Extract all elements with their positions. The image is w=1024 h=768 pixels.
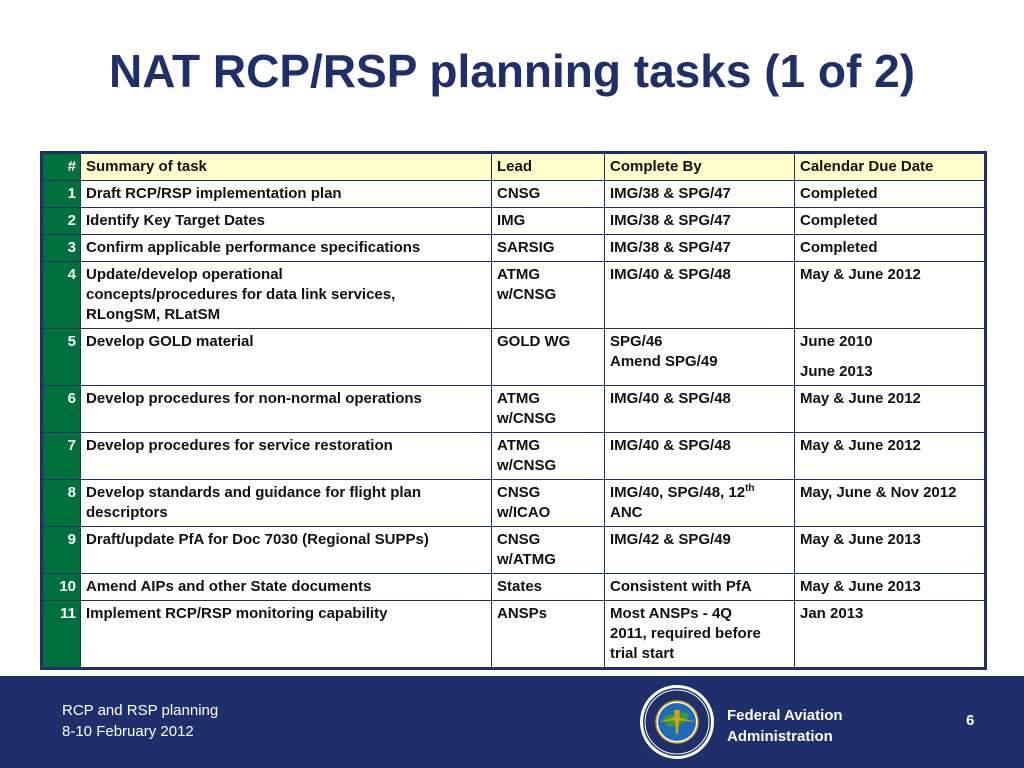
row-due: May & June 2012 [795,262,985,329]
row-lead [492,262,605,329]
row-task: Amend AIPs and other State documents [81,574,492,601]
row-complete-by: IMG/38 & SPG/47 [605,235,795,262]
row-task: Develop GOLD material [81,329,492,386]
row-complete-by-line: SPG/46 [610,333,663,350]
row-complete-by: Consistent with PfA [605,574,795,601]
row-num: 11 [43,601,81,668]
row-task-line: descriptors [86,504,168,521]
row-complete-by-line: Amend SPG/49 [610,353,718,370]
row-lead: IMG [492,208,605,235]
row-num: 8 [43,480,81,527]
row-complete-by-line: ANC [610,504,643,521]
row-complete-by [605,480,795,527]
row-lead-line: ATMG [497,437,541,454]
row-lead-line: w/CNSG [497,457,557,474]
row-num: 2 [43,208,81,235]
row-lead: GOLD WG [492,329,605,386]
table-row [43,329,985,386]
row-complete-by-line: 2011, required before [610,625,761,642]
row-due: May & June 2012 [795,386,985,433]
table-row [43,386,985,433]
row-complete-by: IMG/40 & SPG/48 [605,386,795,433]
task-table-frame [40,151,987,670]
row-complete-by-line [610,483,789,503]
footer-line-2: 8-10 February 2012 [62,723,194,740]
row-due: May, June & Nov 2012 [795,480,985,527]
row-num: 10 [43,574,81,601]
row-task-line: RLongSM, RLatSM [86,306,221,323]
row-task-line: Develop standards and guidance for flight plan [86,484,422,501]
header-num: # [43,154,81,181]
table-header-row [43,154,985,181]
row-complete-by-superscript: th [745,483,755,494]
row-due: Completed [795,235,985,262]
faa-seal-icon [639,684,715,760]
table-row [43,262,985,329]
row-lead-line: CNSG [497,484,541,501]
row-task: Draft/update PfA for Doc 7030 (Regional SUPPs) [81,527,492,574]
row-due: Completed [795,208,985,235]
row-complete-by: IMG/38 & SPG/47 [605,208,795,235]
row-num: 3 [43,235,81,262]
row-num: 9 [43,527,81,574]
table-row [43,208,985,235]
footer-bar [0,676,1024,768]
row-lead: SARSIG [492,235,605,262]
row-num: 7 [43,433,81,480]
row-lead-line: w/CNSG [497,410,557,427]
row-due: May & June 2013 [795,574,985,601]
row-lead-line: ATMG [497,266,541,283]
row-num: 6 [43,386,81,433]
row-lead-line: w/ICAO [497,504,551,521]
agency-name-line-2: Administration [727,728,833,745]
row-lead: States [492,574,605,601]
table-row [43,574,985,601]
page-number: 6 [966,712,975,729]
footer-caption [62,700,218,742]
row-complete-by: IMG/42 & SPG/49 [605,527,795,574]
row-task-line: concepts/procedures for data link services, [86,286,396,303]
row-lead: ANSPs [492,601,605,668]
table-row [43,433,985,480]
row-due: May & June 2013 [795,527,985,574]
table-row [43,181,985,208]
row-lead [492,527,605,574]
row-lead [492,386,605,433]
row-lead [492,433,605,480]
row-complete-by [605,329,795,386]
row-task: Draft RCP/RSP implementation plan [81,181,492,208]
row-due [795,329,985,386]
row-task: Implement RCP/RSP monitoring capability [81,601,492,668]
row-lead-line: w/CNSG [497,286,557,303]
row-lead-line: ATMG [497,390,541,407]
row-complete-by-line: Most ANSPs - 4Q [610,605,732,622]
row-due: May & June 2012 [795,433,985,480]
header-complete-by: Complete By [605,154,795,181]
row-due: Completed [795,181,985,208]
row-task: Confirm applicable performance specifications [81,235,492,262]
row-due-line: June 2013 [800,363,873,380]
row-complete-by-line: trial start [610,645,675,662]
footer-line-1: RCP and RSP planning [62,702,219,719]
table-row [43,601,985,668]
row-complete-by: IMG/40 & SPG/48 [605,433,795,480]
row-task: Develop procedures for non-normal operations [81,386,492,433]
row-task-line: Update/develop operational [86,266,283,283]
table-row [43,527,985,574]
row-num: 4 [43,262,81,329]
header-due-date: Calendar Due Date [795,154,985,181]
row-num: 5 [43,329,81,386]
header-lead: Lead [492,154,605,181]
table-row [43,235,985,262]
row-num: 1 [43,181,81,208]
row-lead [492,480,605,527]
row-complete-by: IMG/40 & SPG/48 [605,262,795,329]
row-task: Develop procedures for service restoration [81,433,492,480]
row-task [81,480,492,527]
row-due: Jan 2013 [795,601,985,668]
row-lead-line: CNSG [497,531,541,548]
task-table [42,153,985,668]
row-task: Identify Key Target Dates [81,208,492,235]
row-task [81,262,492,329]
row-complete-by: IMG/38 & SPG/47 [605,181,795,208]
header-task: Summary of task [81,154,492,181]
table-row [43,480,985,527]
row-complete-by-text: IMG/40, SPG/48, 12 [610,484,746,501]
row-complete-by [605,601,795,668]
row-lead: CNSG [492,181,605,208]
agency-name-line-1: Federal Aviation [727,707,843,724]
slide-title: NAT RCP/RSP planning tasks (1 of 2) [109,45,915,97]
agency-name [727,705,843,747]
row-due-line: June 2010 [800,333,873,350]
row-lead-line: w/ATMG [497,551,556,568]
